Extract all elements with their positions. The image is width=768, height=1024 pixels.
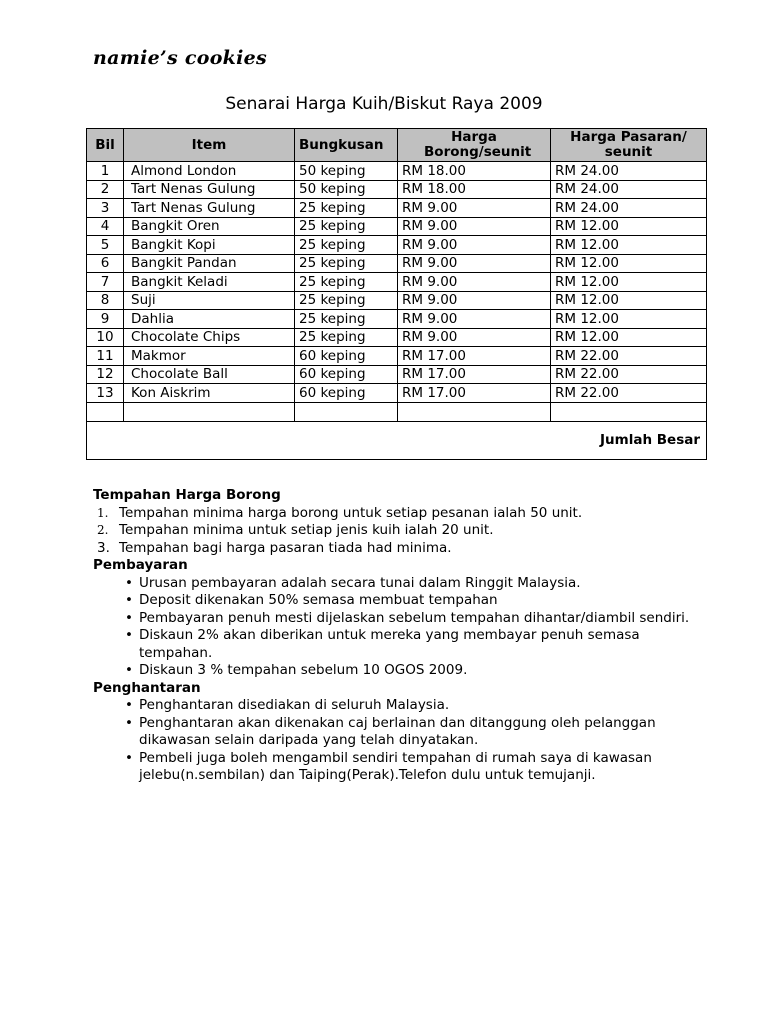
- cell-harga-borong: RM 9.00: [398, 254, 551, 273]
- list-item: [93, 505, 693, 523]
- list-number: 2.: [97, 523, 109, 537]
- table-row: [87, 236, 707, 255]
- list-text: Tempahan minima untuk setiap jenis kuih ialah 20 unit.: [119, 522, 494, 538]
- cell-bil: 12: [87, 365, 124, 384]
- list-item: [93, 592, 693, 610]
- cell-harga-borong: RM 9.00: [398, 236, 551, 255]
- cell-item: Chocolate Ball: [124, 365, 295, 384]
- cell-bil: 3: [87, 199, 124, 218]
- cell-harga-pasaran: RM 12.00: [551, 310, 707, 329]
- cell-bil: 10: [87, 328, 124, 347]
- list-text: Penghantaran akan dikenakan caj berlainan dan ditanggung oleh pelanggan dikawasan selain daripada yang telah dinyatakan.: [139, 714, 656, 748]
- cell-harga-borong: RM 9.00: [398, 310, 551, 329]
- cell-harga-pasaran: RM 22.00: [551, 384, 707, 403]
- blank-cell: [551, 402, 707, 421]
- brand-name: namie’s cookies: [93, 47, 268, 69]
- header-harga-pasaran-label: Harga Pasaran/ seunit: [570, 129, 687, 160]
- list-number: 3.: [97, 539, 110, 556]
- table-row: [87, 199, 707, 218]
- list-item: [93, 610, 693, 628]
- bullet-icon: •: [125, 609, 133, 626]
- cell-bil: 13: [87, 384, 124, 403]
- table-row: [87, 273, 707, 292]
- cell-harga-pasaran: RM 12.00: [551, 236, 707, 255]
- cell-bil: 2: [87, 180, 124, 199]
- cell-harga-borong: RM 17.00: [398, 365, 551, 384]
- bullet-icon: •: [125, 662, 133, 678]
- list-text: Diskaun 2% akan diberikan untuk mereka yang membayar penuh semasa tempahan.: [139, 627, 640, 661]
- cell-bil: 8: [87, 291, 124, 310]
- table-row: [87, 384, 707, 403]
- header-harga-borong-label: Harga Borong/seunit: [424, 129, 532, 160]
- cell-bil: 9: [87, 310, 124, 329]
- cell-item: Tart Nenas Gulung: [124, 199, 295, 218]
- tempahan-list: [93, 505, 693, 558]
- price-table: [86, 128, 707, 460]
- tempahan-heading: Tempahan Harga Borong: [93, 487, 281, 503]
- cell-harga-borong: RM 9.00: [398, 328, 551, 347]
- list-item: [93, 540, 693, 558]
- cell-bil: 4: [87, 217, 124, 236]
- list-item: [93, 627, 693, 662]
- blank-cell: [295, 402, 398, 421]
- cell-bungkusan: 25 keping: [295, 236, 398, 255]
- cell-bil: 5: [87, 236, 124, 255]
- cell-harga-pasaran: RM 22.00: [551, 347, 707, 366]
- table-row: [87, 310, 707, 329]
- cell-item: Almond London: [124, 162, 295, 181]
- cell-item: Makmor: [124, 347, 295, 366]
- list-item: [93, 575, 693, 593]
- cell-item: Bangkit Pandan: [124, 254, 295, 273]
- cell-harga-pasaran: RM 12.00: [551, 254, 707, 273]
- blank-cell: [87, 402, 124, 421]
- list-item: [93, 522, 693, 540]
- list-item: [93, 750, 693, 785]
- list-number: 1.: [97, 505, 109, 520]
- cell-harga-pasaran: RM 12.00: [551, 273, 707, 292]
- cell-bungkusan: 25 keping: [295, 254, 398, 273]
- table-row: [87, 254, 707, 273]
- pembayaran-heading: Pembayaran: [93, 557, 188, 573]
- cell-bungkusan: 60 keping: [295, 347, 398, 366]
- cell-bungkusan: 25 keping: [295, 273, 398, 292]
- cell-harga-borong: RM 9.00: [398, 199, 551, 218]
- cell-harga-pasaran: RM 24.00: [551, 199, 707, 218]
- list-text: Penghantaran disediakan di seluruh Malaysia.: [139, 697, 450, 713]
- list-text: Diskaun 3 % tempahan sebelum 10 OGOS 2009.: [139, 662, 468, 678]
- cell-bil: 7: [87, 273, 124, 292]
- cell-harga-borong: RM 9.00: [398, 217, 551, 236]
- table-row: [87, 365, 707, 384]
- cell-bungkusan: 50 keping: [295, 162, 398, 181]
- list-text: Tempahan minima harga borong untuk setiap pesanan ialah 50 unit.: [119, 504, 583, 521]
- cell-item: Dahlia: [124, 310, 295, 329]
- cell-item: Tart Nenas Gulung: [124, 180, 295, 199]
- table-row: [87, 180, 707, 199]
- cell-bil: 6: [87, 254, 124, 273]
- cell-item: Bangkit Keladi: [124, 273, 295, 292]
- cell-harga-pasaran: RM 12.00: [551, 291, 707, 310]
- page-title: Senarai Harga Kuih/Biskut Raya 2009: [225, 94, 543, 114]
- cell-item: Kon Aiskrim: [124, 384, 295, 403]
- bullet-icon: •: [125, 697, 133, 713]
- cell-harga-borong: RM 18.00: [398, 180, 551, 199]
- header-bil: Bil: [87, 129, 124, 162]
- penghantaran-list: [93, 697, 693, 785]
- bullet-icon: •: [125, 749, 133, 766]
- cell-item: Bangkit Kopi: [124, 236, 295, 255]
- cell-item: Bangkit Oren: [124, 217, 295, 236]
- list-item: [93, 715, 693, 750]
- table-row: [87, 347, 707, 366]
- cell-bungkusan: 25 keping: [295, 199, 398, 218]
- cell-bungkusan: 60 keping: [295, 384, 398, 403]
- bullet-icon: •: [125, 592, 133, 608]
- cell-harga-pasaran: RM 24.00: [551, 162, 707, 181]
- cell-item: Suji: [124, 291, 295, 310]
- cell-harga-pasaran: RM 12.00: [551, 328, 707, 347]
- cell-harga-borong: RM 18.00: [398, 162, 551, 181]
- header-harga-borong: [398, 129, 551, 162]
- header-item: Item: [124, 129, 295, 162]
- cell-bungkusan: 25 keping: [295, 291, 398, 310]
- table-row: [87, 291, 707, 310]
- penghantaran-heading: Penghantaran: [93, 679, 201, 696]
- cell-bungkusan: 50 keping: [295, 180, 398, 199]
- cell-bil: 1: [87, 162, 124, 181]
- terms-notes: [93, 487, 693, 785]
- cell-harga-pasaran: RM 22.00: [551, 365, 707, 384]
- cell-bungkusan: 25 keping: [295, 310, 398, 329]
- header-bungkusan: Bungkusan: [295, 129, 398, 162]
- cell-bungkusan: 25 keping: [295, 328, 398, 347]
- pembayaran-list: [93, 575, 693, 680]
- cell-harga-borong: RM 9.00: [398, 291, 551, 310]
- table-row: [87, 162, 707, 181]
- cell-harga-pasaran: RM 24.00: [551, 180, 707, 199]
- cell-harga-borong: RM 9.00: [398, 273, 551, 292]
- bullet-icon: •: [125, 574, 133, 591]
- list-item: [93, 662, 693, 680]
- list-text: Deposit dikenakan 50% semasa membuat tempahan: [139, 592, 498, 608]
- list-text: Tempahan bagi harga pasaran tiada had minima.: [119, 539, 452, 556]
- list-item: [93, 697, 693, 715]
- blank-cell: [398, 402, 551, 421]
- cell-bil: 11: [87, 347, 124, 366]
- table-header-row: [87, 129, 707, 162]
- total-row: [87, 421, 707, 459]
- cell-bungkusan: 25 keping: [295, 217, 398, 236]
- cell-harga-borong: RM 17.00: [398, 384, 551, 403]
- header-harga-pasaran: [551, 129, 707, 162]
- table-row: [87, 217, 707, 236]
- bullet-icon: •: [125, 714, 133, 731]
- cell-harga-pasaran: RM 12.00: [551, 217, 707, 236]
- list-text: Pembeli juga boleh mengambil sendiri tempahan di rumah saya di kawasan jelebu(n.sembilan) dan Taiping(Perak).Telefon dulu untuk temujanji.: [139, 749, 652, 783]
- blank-cell: [124, 402, 295, 421]
- cell-item: Chocolate Chips: [124, 328, 295, 347]
- list-text: Urusan pembayaran adalah secara tunai dalam Ringgit Malaysia.: [139, 574, 581, 591]
- total-label: Jumlah Besar: [87, 421, 707, 459]
- cell-bungkusan: 60 keping: [295, 365, 398, 384]
- bullet-icon: •: [125, 627, 133, 643]
- blank-row: [87, 402, 707, 421]
- list-text: Pembayaran penuh mesti dijelaskan sebelum tempahan dihantar/diambil sendiri.: [139, 609, 690, 626]
- table-row: [87, 328, 707, 347]
- cell-harga-borong: RM 17.00: [398, 347, 551, 366]
